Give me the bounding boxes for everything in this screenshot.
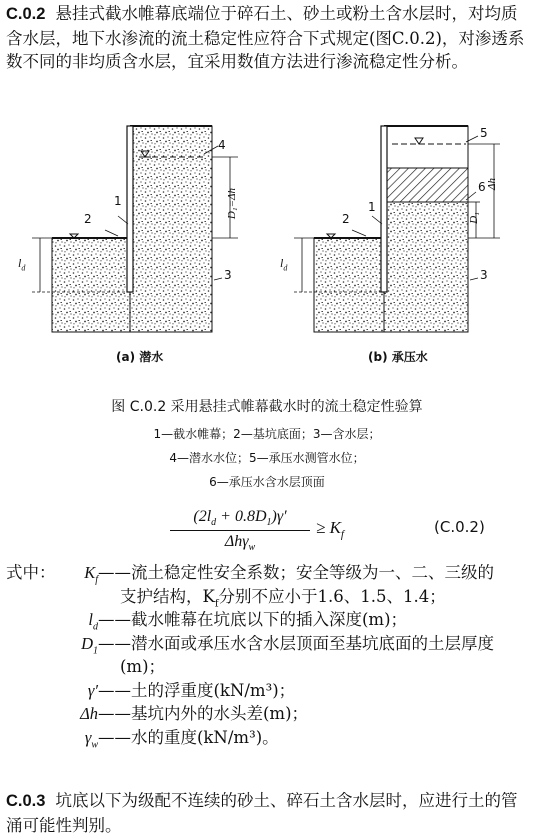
clause-text: 坑底以下为级配不连续的砂土、碎石土含水层时，应进行土的管涌可能性判别。 bbox=[6, 791, 518, 835]
label-1-a: 1 bbox=[114, 194, 122, 208]
figure-c02 bbox=[0, 118, 534, 388]
definition-row bbox=[0, 702, 534, 726]
formula-number: (C.0.2) bbox=[434, 518, 485, 536]
definition-row bbox=[0, 561, 534, 585]
legend-line-2: 4—潜水水位；5—承压水测管水位； bbox=[169, 451, 365, 465]
def-text: ——水的重度(kN/m³)。 bbox=[98, 727, 279, 747]
label-6-b: 6 bbox=[478, 180, 486, 194]
clause-text: 悬挂式截水帷幕底端位于碎石土、砂土或粉土含水层时，对均质含水层，地下水渗流的流土稳定性应符合下式规定(图C.0.2)，对渗透系数不同的非均质含水层，宜采用数值方法进行渗流稳定性分析。 bbox=[6, 4, 525, 71]
definition-row bbox=[0, 585, 534, 609]
definition-row bbox=[0, 679, 534, 703]
definitions bbox=[0, 561, 534, 749]
def-symbol: $\gamma_w$ bbox=[84, 727, 98, 750]
formula-fraction bbox=[170, 508, 310, 553]
label-5-b: 5 bbox=[480, 126, 488, 140]
definition-row bbox=[0, 608, 534, 632]
definition-row bbox=[0, 655, 534, 679]
def-symbol: Δh bbox=[80, 704, 98, 723]
label-ld-a: $l_d$ bbox=[18, 256, 26, 273]
definitions-lead: 式中： bbox=[6, 563, 56, 582]
label-dh-b: Δh bbox=[486, 178, 498, 190]
clause-c03 bbox=[6, 789, 528, 837]
formula-relation: ≥ $K_f$ bbox=[316, 518, 344, 541]
figure-drawing bbox=[0, 118, 534, 388]
def-symbol: $l_d$ bbox=[88, 610, 98, 633]
legend-line-1: 1—截水帷幕；2—基坑底面；3—含水层； bbox=[153, 427, 381, 441]
caption-a: (a) 潜水 bbox=[116, 350, 164, 364]
diagram-confined bbox=[294, 126, 500, 332]
def-text: ——截水帷幕在坑底以下的插入深度(m)； bbox=[98, 610, 408, 629]
formula-denominator: Δhγ$_w$ bbox=[224, 533, 256, 554]
label-1-b: 1 bbox=[368, 200, 376, 214]
definition-row bbox=[0, 726, 534, 750]
label-d1-dh-a: D₁=Δh bbox=[226, 188, 238, 220]
def-symbol: $D_1$ bbox=[81, 633, 98, 656]
label-4-a: 4 bbox=[218, 138, 226, 152]
label-2-b: 2 bbox=[342, 212, 350, 226]
def-symbol: γ′ bbox=[87, 680, 98, 700]
def-symbol: $K_f$ bbox=[84, 563, 98, 586]
label-3-a: 3 bbox=[224, 268, 232, 282]
label-d1-b: D₁ bbox=[468, 212, 480, 224]
def-text: ——潜水面或承压水含水层顶面至基坑底面的土层厚度 bbox=[98, 633, 494, 653]
definition-row bbox=[0, 632, 534, 656]
def-text: (m)； bbox=[120, 657, 166, 676]
clause-number: C.0.3 bbox=[6, 792, 46, 810]
def-text: ——流土稳定性安全系数；安全等级为一、二、三级的 bbox=[98, 563, 494, 582]
def-text: 支护结构，$K_f$分别不应小于1.6、1.5、1.4； bbox=[120, 586, 446, 609]
label-3-b: 3 bbox=[480, 268, 488, 282]
legend-line-3: 6—承压水含水层顶面 bbox=[209, 475, 325, 489]
caption-b: (b) 承压水 bbox=[368, 350, 428, 364]
def-text: ——基坑内外的水头差(m)； bbox=[98, 704, 309, 723]
def-text: ——土的浮重度(kN/m³)； bbox=[98, 680, 296, 700]
clause-number: C.0.2 bbox=[6, 5, 46, 23]
clause-c02 bbox=[6, 2, 528, 74]
diagram-phreatic bbox=[32, 126, 238, 332]
formula-c02 bbox=[0, 508, 534, 560]
figure-title: 图 C.0.2 采用悬挂式帷幕截水时的流土稳定性验算 bbox=[111, 399, 423, 415]
label-2-a: 2 bbox=[84, 212, 92, 226]
label-ld-b: $l_d$ bbox=[280, 256, 288, 273]
formula-numerator: $(2l_d + 0.8D_1)\gamma'$ bbox=[170, 508, 310, 531]
